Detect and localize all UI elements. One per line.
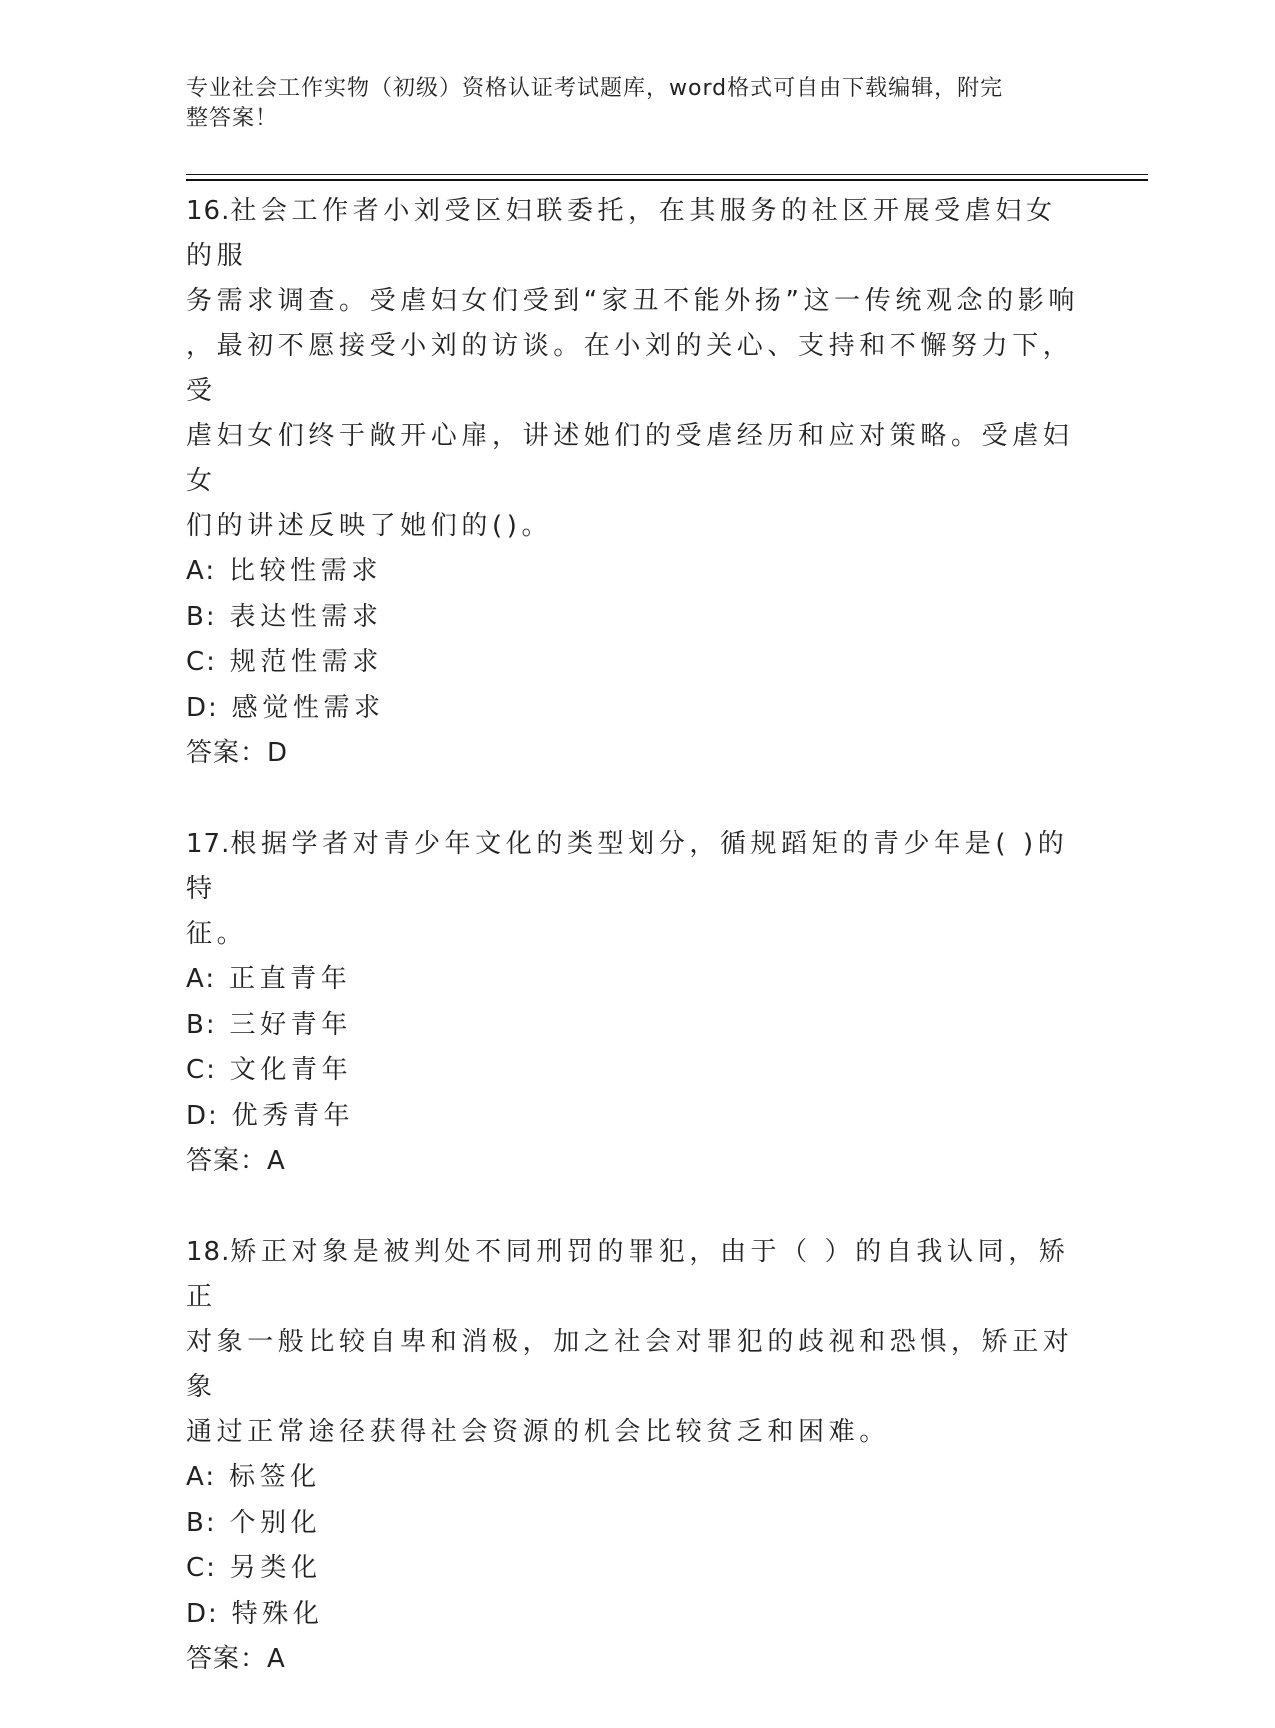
option-letter: C: [186,1553,217,1583]
option-text: 特殊化 [231,1598,324,1629]
question-number: 16. [186,196,231,226]
option-letter: B: [186,1009,217,1040]
option-d [186,1592,1086,1638]
option-a [186,549,1086,595]
stem-line: 对象一般比较自卑和消极，加之社会对罪犯的歧视和恐惧，矫正对象 [186,1327,1074,1402]
question-list [186,189,1086,1728]
option-a [186,957,1086,1003]
option-text: 表达性需求 [229,601,383,632]
option-letter: B: [186,1507,217,1538]
option-letter: A: [186,964,217,994]
question-number: 17. [186,829,231,859]
question-17 [186,822,1086,1184]
header-divider-thick [186,179,1148,181]
question-stem [186,1230,1086,1455]
option-letter: D: [186,1100,219,1131]
stem-line: 们的讲述反映了她们的()。 [186,511,553,541]
option-b [186,1501,1086,1547]
question-stem [186,189,1086,549]
header-line-2: 整答案！ [186,106,279,131]
stem-line: 社会工作者小刘受区妇联委托，在其服务的社区开展受虐妇女的服 [186,196,1057,271]
answer-label: 答案：A [186,1644,286,1674]
header-divider-thin [186,174,1148,175]
option-text: 优秀青年 [231,1100,355,1131]
answer-label: 答案：A [186,1146,286,1176]
stem-line: 虐妇女们终于敞开心扉，讲述她们的受虐经历和应对策略。受虐妇女 [186,421,1074,496]
stem-line: 通过正常途径获得社会资源的机会比较贫乏和困难。 [186,1417,890,1447]
option-text: 感觉性需求 [231,692,385,723]
option-text: 另类化 [229,1553,322,1583]
stem-line: 矫正对象是被判处不同刑罚的罪犯，由于（ ）的自我认同，矫正 [186,1237,1070,1312]
stem-line: 根据学者对青少年文化的类型划分，循规蹈矩的青少年是( )的特 [186,829,1069,904]
option-a [186,1455,1086,1501]
option-d [186,1094,1086,1140]
question-stem [186,822,1086,957]
option-text: 规范性需求 [229,647,383,677]
option-letter: B: [186,601,217,632]
stem-line: 务需求调查。受虐妇女们受到“家丑不能外扬”这一传统观念的影响 [186,286,1079,316]
answer-label: 答案：D [186,738,289,768]
option-letter: A: [186,556,217,586]
option-letter: D: [186,692,219,723]
option-c [186,640,1086,686]
header-line-1: 专业社会工作实物（初级）资格认证考试题库，word格式可自由下载编辑，附完 [186,76,1004,101]
stem-line: ，最初不愿接受小刘的访谈。在小刘的关心、支持和不懈努力下，受 [186,331,1074,406]
option-letter: A: [186,1462,217,1492]
question-number: 18. [186,1237,231,1267]
option-c [186,1546,1086,1592]
option-c [186,1048,1086,1094]
option-text: 个别化 [229,1507,322,1538]
option-text: 比较性需求 [228,556,382,586]
stem-line: 征。 [186,919,248,949]
option-b [186,1003,1086,1049]
option-text: 三好青年 [229,1009,352,1040]
page-header [186,74,1066,134]
option-b [186,595,1086,641]
question-16 [186,189,1086,776]
option-letter: C: [186,1055,217,1085]
question-18 [186,1230,1086,1682]
option-letter: C: [186,647,217,677]
option-text: 文化青年 [229,1055,353,1085]
option-d [186,686,1086,732]
option-text: 正直青年 [228,964,352,994]
option-text: 标签化 [228,1462,321,1492]
option-letter: D: [186,1598,219,1629]
